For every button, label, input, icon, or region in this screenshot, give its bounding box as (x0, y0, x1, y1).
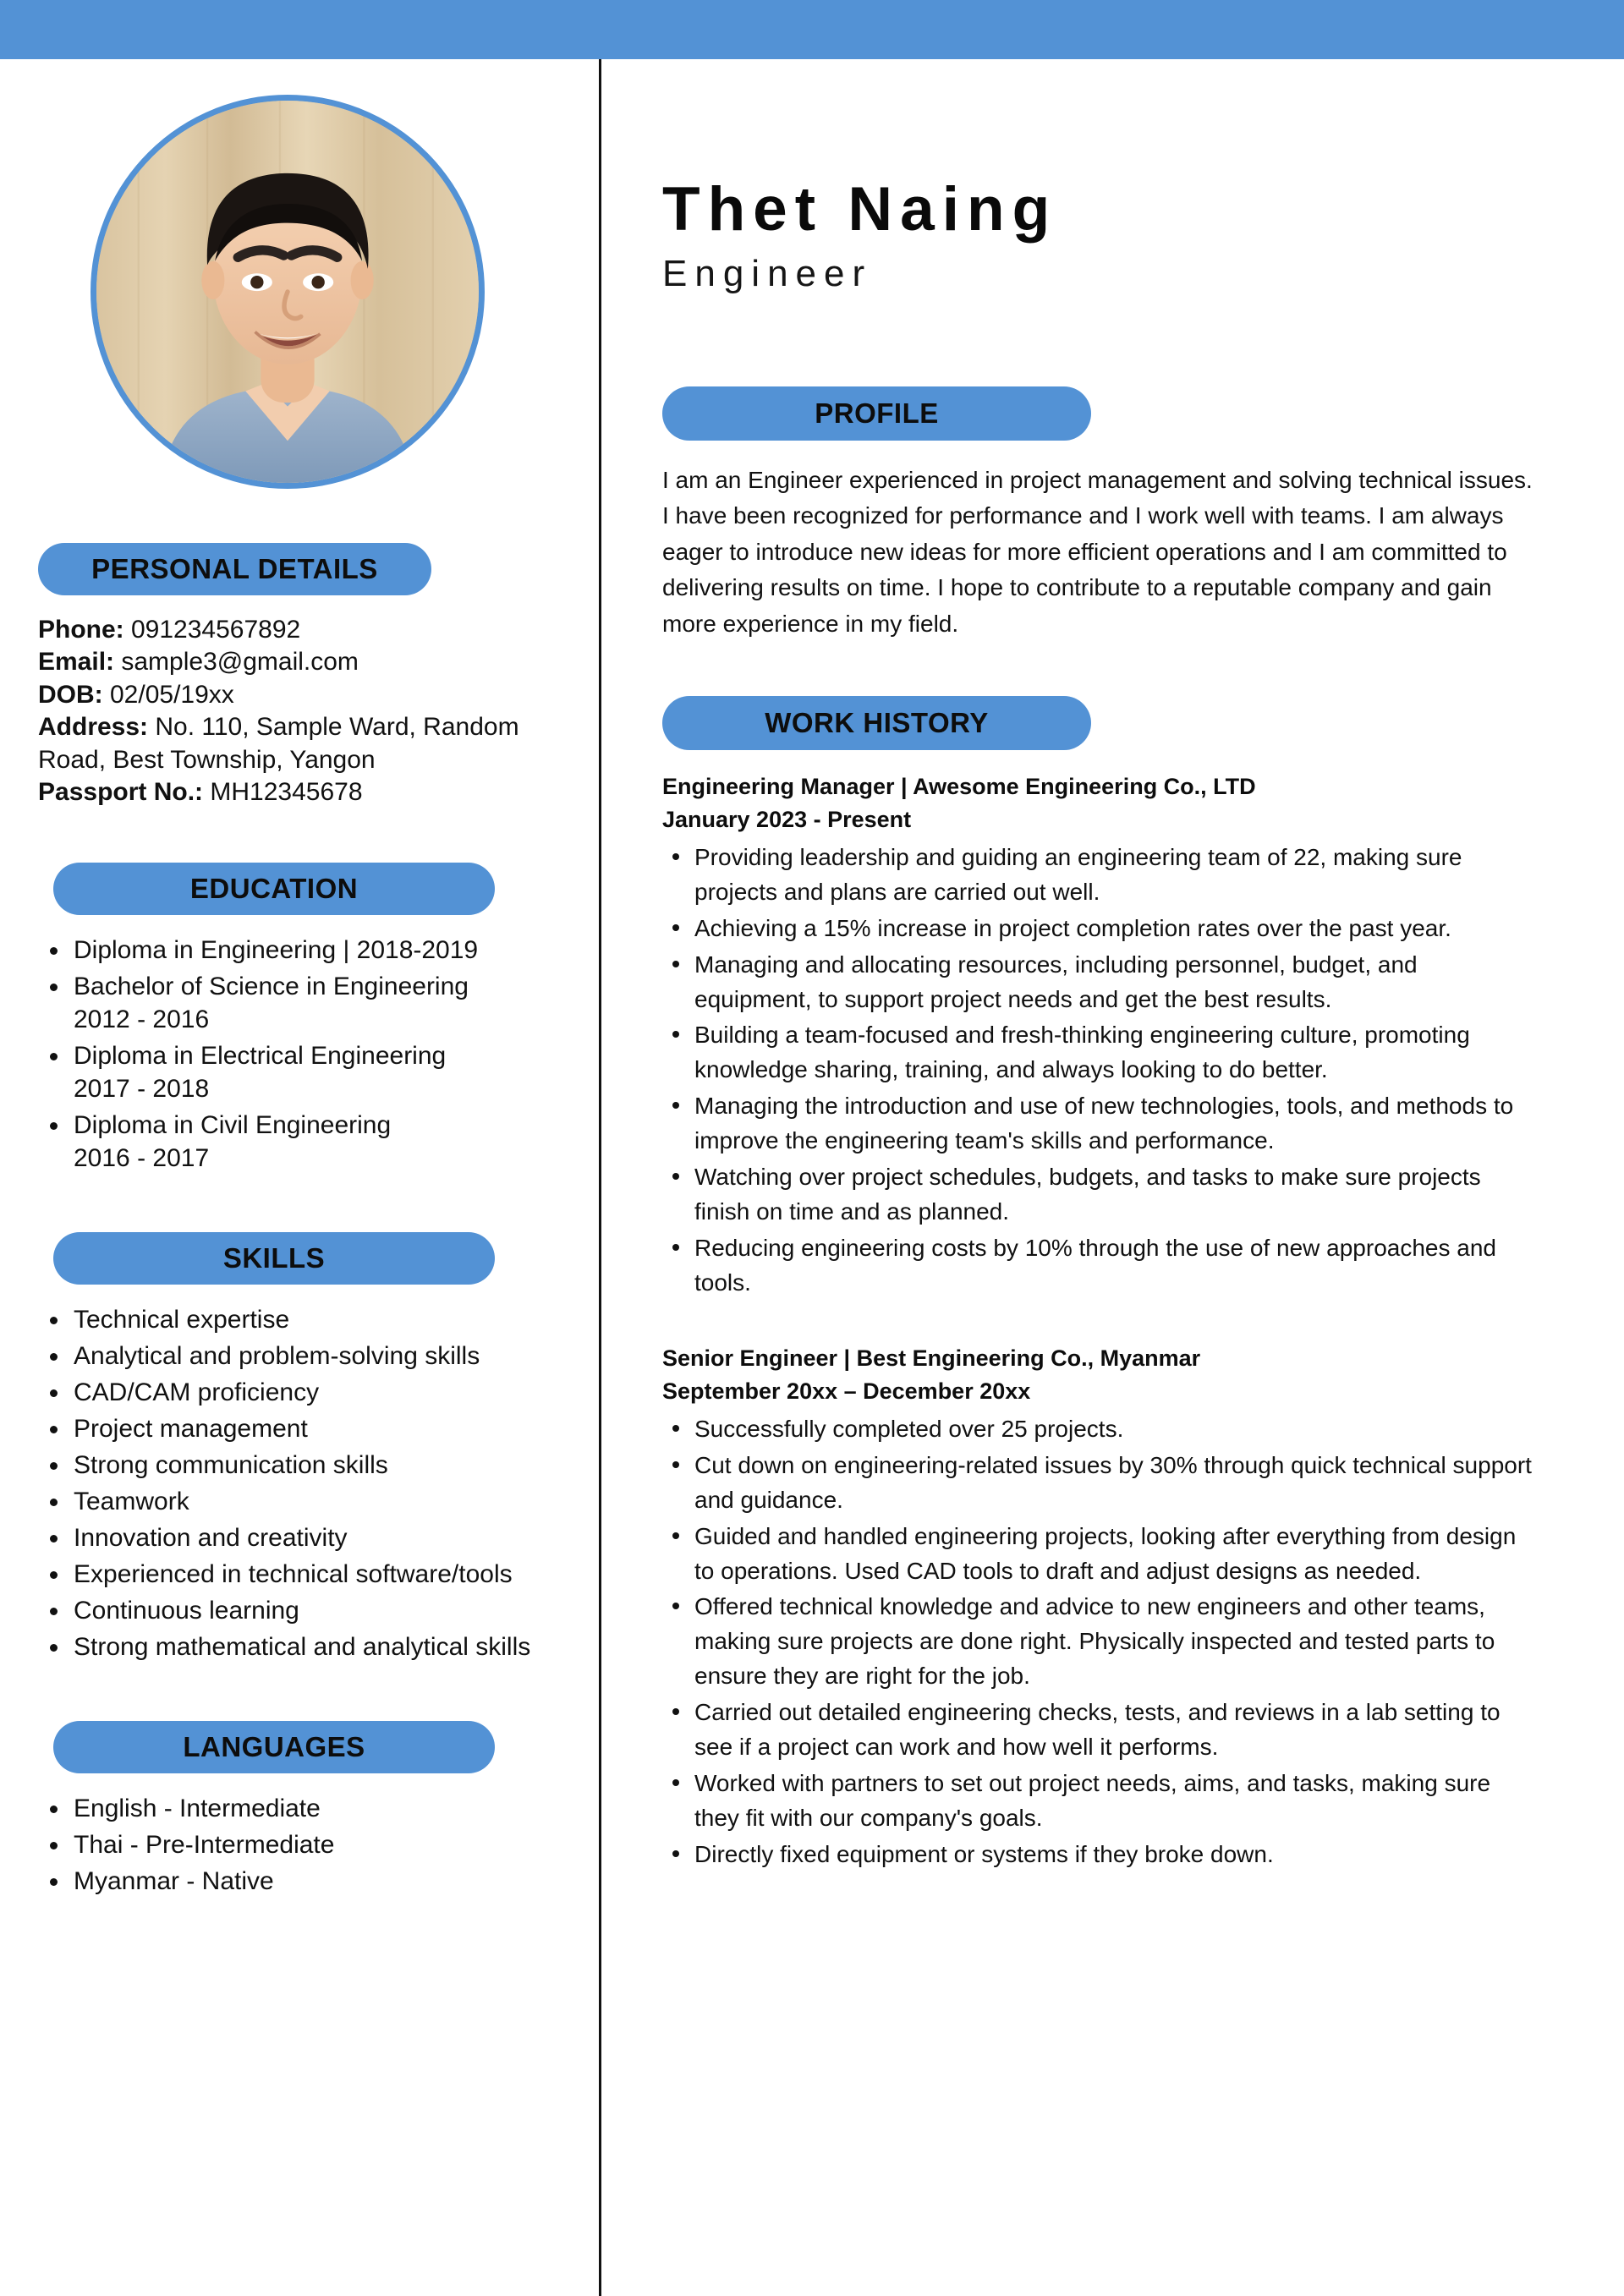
profile-text: I am an Engineer experienced in project management and solving technical issues. I have been recognized for performance and I work well with teams. I am always eager to introduce new ideas for more efficient operations and I am committed to delivering results on time. I hope to contribute to a reputable company and gain more experience in my field. (662, 466, 1533, 637)
personal-details-list (38, 614, 573, 808)
right-column (601, 59, 1624, 2296)
section-heading-skills: SKILLS (53, 1232, 495, 1285)
section-heading-languages: LANGUAGES (53, 1721, 495, 1773)
detail-email-value: sample3@gmail.com (121, 648, 359, 677)
job-bullets (662, 841, 1539, 1300)
profile-photo-icon (96, 101, 479, 483)
detail-phone-label: Phone: (38, 616, 131, 644)
list-item: Strong mathematical and analytical skills (38, 1630, 573, 1663)
top-banner (0, 0, 1624, 59)
list-item (38, 934, 573, 967)
list-item: English - Intermediate (38, 1792, 573, 1825)
list-item: Carried out detailed engineering checks, tests, and reviews in a lab setting to see if a project can work and how well it performs. (662, 1696, 1539, 1765)
job-title-company: Senior Engineer | Best Engineering Co., Myanmar (662, 1345, 1201, 1372)
education-degree: Diploma in Engineering | 2018-2019 (74, 936, 479, 965)
list-item: Directly fixed equipment or systems if they broke down. (662, 1838, 1539, 1872)
list-item (38, 1109, 573, 1175)
list-item: Myanmar - Native (38, 1865, 573, 1898)
job-dates: January 2023 - Present (662, 806, 912, 832)
skills-list (38, 1303, 573, 1663)
list-item (38, 1039, 573, 1105)
detail-email (38, 646, 573, 678)
list-item: Technical expertise (38, 1303, 573, 1336)
list-item: CAD/CAM proficiency (38, 1376, 573, 1409)
list-item: Watching over project schedules, budgets, and tasks to make sure projects finish on time and as planned. (662, 1160, 1539, 1230)
work-history-job (662, 770, 1539, 1300)
list-item: Managing and allocating resources, including personnel, budget, and equipment, to support project needs and get the best results. (662, 948, 1539, 1017)
work-history-job (662, 1342, 1539, 1871)
detail-passport (38, 776, 573, 808)
list-item: Teamwork (38, 1485, 573, 1518)
list-item: Managing the introduction and use of new technologies, tools, and methods to improve the engineering team's skills and performance. (662, 1089, 1539, 1159)
list-item: Experienced in technical software/tools (38, 1558, 573, 1591)
list-item: Successfully completed over 25 projects. (662, 1412, 1539, 1447)
list-item: Thai - Pre-Intermediate (38, 1828, 573, 1861)
education-years: 2012 - 2016 (74, 1006, 210, 1034)
list-item: Project management (38, 1412, 573, 1445)
list-item: Providing leadership and guiding an engineering team of 22, making sure projects and plans are carried out well. (662, 841, 1539, 910)
languages-list (38, 1792, 573, 1898)
education-years: 2016 - 2017 (74, 1144, 210, 1173)
job-title-company: Engineering Manager | Awesome Engineering Co., LTD (662, 774, 1256, 800)
detail-passport-label: Passport No.: (38, 777, 211, 806)
section-heading-work-history: WORK HISTORY (662, 696, 1091, 750)
list-item: Strong communication skills (38, 1449, 573, 1482)
section-heading-profile: PROFILE (662, 386, 1091, 441)
detail-address (38, 711, 573, 776)
detail-address-value: No. 110, Sample Ward, Random Road, Best Township, Yangon (38, 713, 519, 774)
education-list (38, 934, 573, 1175)
education-years: 2017 - 2018 (74, 1075, 210, 1104)
page-title: Thet Naing (662, 175, 1058, 244)
education-degree: Diploma in Civil Engineering (74, 1111, 392, 1140)
job-bullets (662, 1412, 1539, 1871)
detail-phone (38, 614, 573, 646)
detail-passport-value: MH12345678 (210, 777, 363, 806)
list-item (38, 970, 573, 1036)
job-title: Engineer (662, 252, 873, 294)
list-item: Achieving a 15% increase in project completion rates over the past year. (662, 912, 1539, 946)
education-degree: Diploma in Electrical Engineering (74, 1042, 447, 1071)
education-degree: Bachelor of Science in Engineering (74, 973, 469, 1001)
detail-address-label: Address: (38, 713, 156, 742)
job-dates: September 20xx – December 20xx (662, 1378, 1031, 1404)
avatar (91, 95, 485, 489)
detail-phone-value: 091234567892 (131, 616, 301, 644)
list-item: Cut down on engineering-related issues by 30% through quick technical support and guidance. (662, 1449, 1539, 1518)
list-item: Building a team-focused and fresh-thinking engineering culture, promoting knowledge sharing, training, and always looking to do better. (662, 1018, 1539, 1088)
list-item: Reducing engineering costs by 10% through the use of new approaches and tools. (662, 1231, 1539, 1301)
detail-dob-label: DOB: (38, 680, 110, 709)
list-item: Offered technical knowledge and advice to new engineers and other teams, making sure projects are done right. Physically inspected and tested parts to ensure they are right for the job. (662, 1590, 1539, 1694)
list-item: Innovation and creativity (38, 1521, 573, 1554)
section-heading-personal-details: PERSONAL DETAILS (38, 543, 431, 595)
list-item: Continuous learning (38, 1594, 573, 1627)
detail-email-label: Email: (38, 648, 122, 677)
detail-dob-value: 02/05/19xx (110, 680, 234, 709)
list-item: Worked with partners to set out project needs, aims, and tasks, making sure they fit with our company's goals. (662, 1767, 1539, 1836)
list-item: Guided and handled engineering projects, looking after everything from design to operations. Used CAD tools to draft and adjust designs as needed. (662, 1520, 1539, 1589)
detail-dob (38, 679, 573, 711)
section-heading-education: EDUCATION (53, 863, 495, 915)
list-item: Analytical and problem-solving skills (38, 1340, 573, 1373)
name-block (662, 175, 1539, 295)
left-column (0, 59, 599, 2296)
